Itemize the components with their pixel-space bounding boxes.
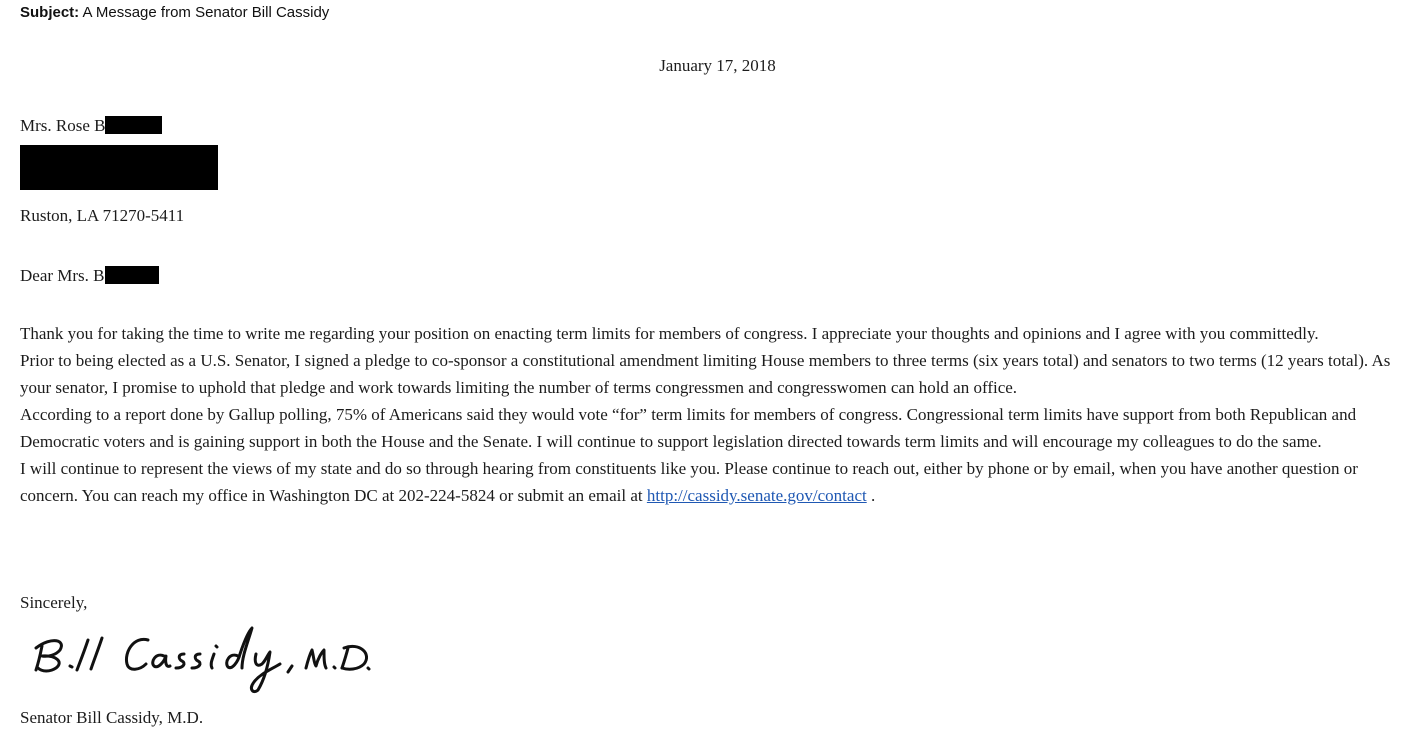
body-paragraph: Thank you for taking the time to write me regarding your position on enacting term limits for members of congress. I appreciate your thoughts and opinions and I agree with you committedly.: [20, 324, 1319, 343]
redaction-bar: [105, 266, 159, 284]
redaction-bar: [105, 116, 162, 134]
contact-link[interactable]: http://cassidy.senate.gov/contact: [646, 486, 867, 505]
salutation: [20, 265, 159, 287]
subject-text: A Message from Senator Bill Cassidy: [82, 4, 330, 21]
signer-name: Senator Bill Cassidy, M.D.: [20, 708, 204, 727]
body-paragraph: According to a report done by Gallup polling, 75% of Americans said they would vote “for” term limits for members of congress. Congressional term limits have support from both Republican and Democratic voters and is gaining support in both the House and the Senate. I will continue to support legislation directed towards term limits and will encourage my colleagues to do the same.: [20, 405, 1357, 451]
salutation-text: Dear Mrs. B: [20, 266, 105, 285]
letter-body: [20, 320, 1395, 509]
email-subject-line: [20, 3, 329, 23]
letter-date: January 17, 2018: [659, 56, 776, 75]
recipient-name: [20, 115, 162, 137]
recipient-name-text: Mrs. Rose B: [20, 116, 106, 135]
subject-label: Subject:: [20, 4, 80, 21]
closing: Sincerely,: [20, 593, 88, 612]
redacted-address-block: [20, 145, 218, 190]
recipient-city-line: Ruston, LA 71270-5411: [20, 206, 185, 225]
body-paragraph: Prior to being elected as a U.S. Senator, I signed a pledge to co-sponsor a constitutional amendment limiting House members to three terms (six years total) and senators to two terms (12 years total). As your senator, I promise to uphold that pledge and work towards limiting the number of terms congressmen and congresswomen can hold an office.: [20, 351, 1391, 397]
contact-text-end: .: [866, 486, 876, 505]
contact-text: I will continue to represent the views of my state and do so through hearing from constituents like you. Please continue to reach out, either by phone or by email, when you have another question or concern. You can reach my office in Washington DC at 202-224-5824 or submit an email at: [20, 459, 1358, 505]
handwritten-signature: [30, 624, 375, 696]
body-paragraph-contact: [20, 455, 1395, 509]
